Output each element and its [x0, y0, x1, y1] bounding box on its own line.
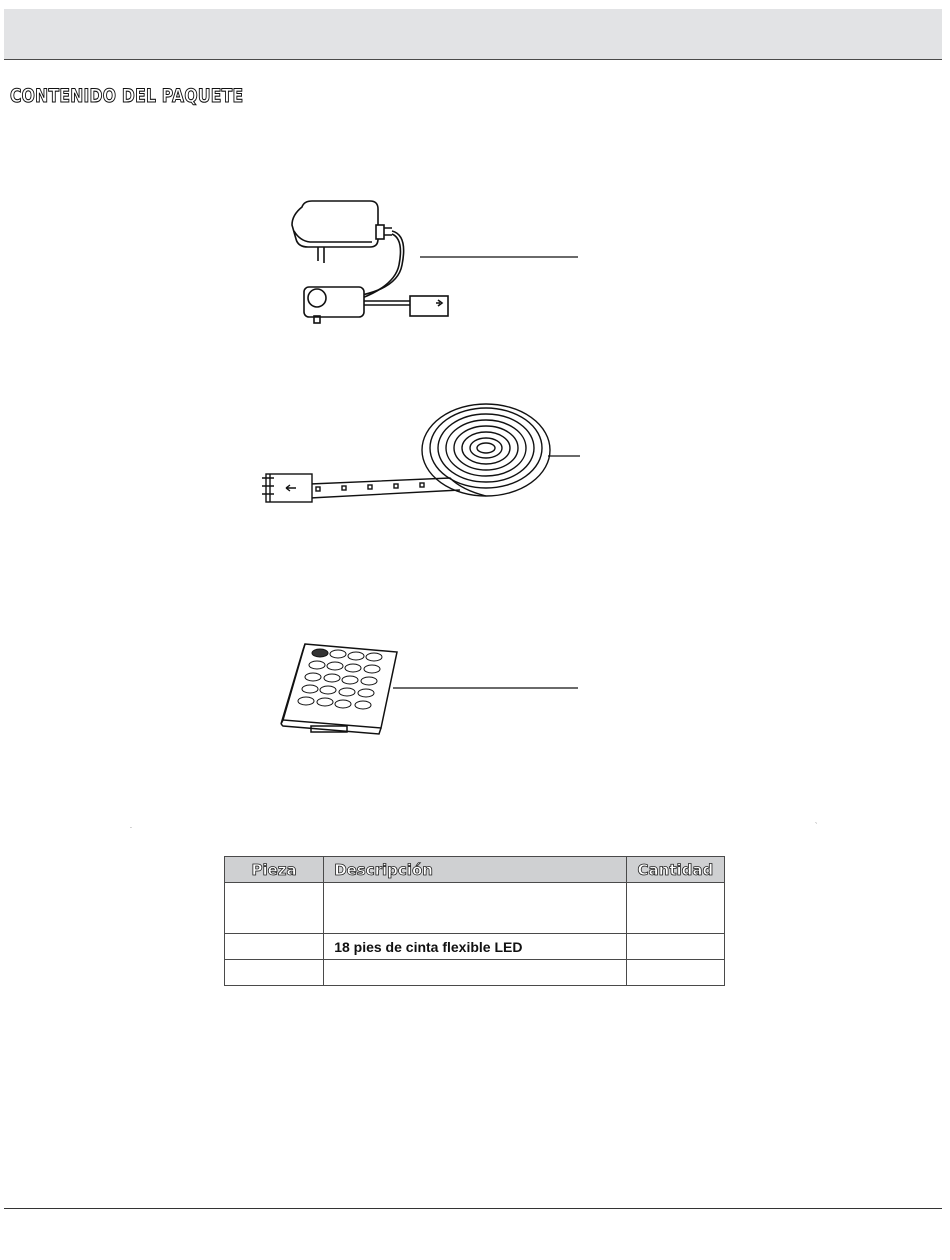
cell-descripcion: 18 pies de cinta flexible LED [324, 934, 627, 960]
header-pieza: Pieza [225, 857, 324, 883]
table-row [225, 934, 725, 960]
speck-mark: . [130, 823, 132, 830]
cell-cantidad [626, 883, 724, 934]
cell-pieza [225, 934, 324, 960]
cell-descripcion [324, 960, 627, 986]
cell-pieza [225, 960, 324, 986]
cell-cantidad [626, 960, 724, 986]
remote-control-illustration [275, 640, 585, 740]
speck-mark: ` [815, 823, 818, 830]
footer-divider [4, 1208, 942, 1209]
cell-descripcion [324, 883, 627, 934]
header-band [4, 9, 942, 60]
table-header-row [225, 857, 725, 883]
cell-cantidad [626, 934, 724, 960]
table-row [225, 883, 725, 934]
parts-table [224, 856, 725, 986]
header-descripcion: Descripción [324, 857, 627, 883]
power-adapter-illustration [280, 195, 590, 335]
cell-pieza [225, 883, 324, 934]
section-title: CONTENIDO DEL PAQUETE [10, 85, 244, 107]
header-cantidad: Cantidad [626, 857, 724, 883]
table-row [225, 960, 725, 986]
led-tape-reel-illustration [250, 390, 590, 520]
